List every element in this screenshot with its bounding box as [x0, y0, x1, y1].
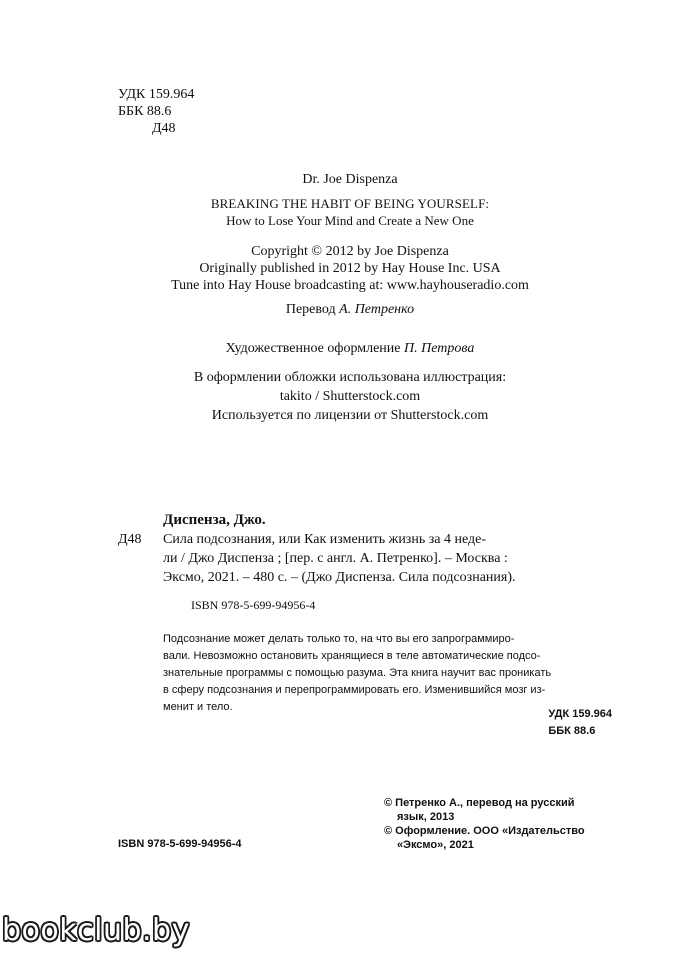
cover-credit-line-1: В оформлении обложки использована иллюстрация: — [193, 370, 507, 385]
translation-credit — [0, 300, 700, 319]
annotation-text — [163, 631, 615, 716]
original-edition-block — [0, 171, 700, 294]
design-copyright-cont: «Эксмо», 2021 — [397, 839, 474, 851]
designer-name: П. Петрова — [404, 341, 475, 356]
copyright-notices — [384, 796, 585, 852]
cover-credit-line-2: takito / Shutterstock.com — [279, 389, 421, 404]
original-title: BREAKING THE HABIT OF BEING YOURSELF: — [210, 196, 490, 211]
udk-code: УДК 159.964 — [118, 87, 195, 102]
translation-label: Перевод — [285, 302, 340, 317]
annotation-line-2: вали. Невозможно остановить хранящиеся в теле автоматические подсо- — [163, 650, 541, 662]
annotation-line-1: Подсознание может делать только то, на что вы его запрограммиро- — [163, 633, 515, 645]
credits-block — [0, 300, 700, 425]
translation-copyright: © Петренко А., перевод на русский — [384, 797, 575, 809]
original-copyright: Copyright © 2012 by Joe Dispenza — [251, 244, 449, 259]
cover-credit-line-3: Используется по лицензии от Shutterstock.com — [211, 408, 489, 423]
original-author: Dr. Joe Dispenza — [302, 172, 398, 187]
site-watermark: bookclub.by — [2, 913, 190, 948]
isbn-bottom: ISBN 978-5-699-94956-4 — [118, 838, 242, 850]
biblio-heading: Диспенза, Джо. — [163, 512, 266, 528]
annotation-line-4: в сферу подсознания и перепрограммировать его. Изменившийся мозг из- — [163, 684, 546, 696]
design-copyright: © Оформление. ООО «Издательство — [384, 825, 585, 837]
biblio-author-mark: Д48 — [118, 532, 142, 547]
classification-codes-right — [548, 706, 612, 740]
biblio-isbn: ISBN 978-5-699-94956-4 — [191, 598, 316, 612]
biblio-line-3: Эксмо, 2021. – 480 с. – (Джо Диспенза. Сила подсознания). — [163, 570, 516, 585]
annotation-line-5: менит и тело. — [163, 701, 233, 713]
design-label: Художественное оформление — [225, 341, 405, 356]
biblio-line-2: ли / Джо Диспенза ; [пер. с англ. А. Петренко]. – Москва : — [163, 551, 508, 566]
author-mark: Д48 — [152, 121, 176, 136]
udk-code-right: УДК 159.964 — [548, 708, 612, 720]
translation-copyright-cont: язык, 2013 — [397, 811, 455, 823]
biblio-line-1: Сила подсознания, или Как изменить жизнь за 4 неде- — [163, 532, 486, 547]
annotation-line-3: знательные программы с помощью разума. Эта книга научит вас проникать — [163, 667, 552, 679]
classification-block — [118, 86, 194, 137]
translator-name: А. Петренко — [339, 302, 415, 317]
bbk-code-right: ББК 88.6 — [548, 725, 596, 737]
design-credit — [0, 339, 700, 358]
original-subtitle: How to Lose Your Mind and Create a New One — [226, 213, 474, 228]
bbk-code: ББК 88.6 — [118, 104, 172, 119]
bibliographic-record — [118, 511, 612, 615]
original-published: Originally published in 2012 by Hay House Inc. USA — [199, 261, 501, 276]
original-broadcast: Tune into Hay House broadcasting at: www.hayhouseradio.com — [171, 278, 529, 293]
